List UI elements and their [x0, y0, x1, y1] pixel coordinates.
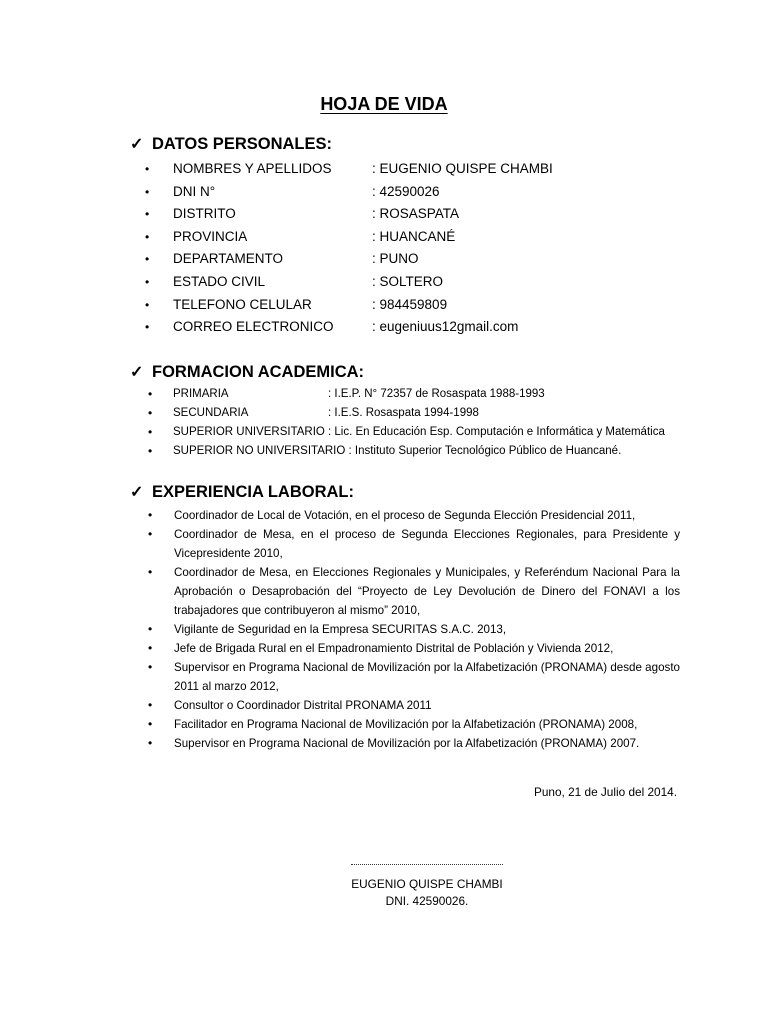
personal-value: : ROSASPATA	[372, 206, 460, 222]
experience-item	[148, 563, 680, 620]
bullet-icon: •	[148, 736, 153, 750]
academic-value: SUPERIOR NO UNIVERSITARIO : Instituto Superior Tecnológico Público de Huancané.	[173, 445, 622, 457]
personal-item	[145, 272, 444, 295]
academic-item	[148, 405, 479, 424]
checkmark-icon: ✓	[130, 484, 144, 501]
bullet-icon: •	[148, 717, 153, 731]
bullet-icon: •	[148, 406, 153, 420]
bullet-icon: •	[148, 508, 153, 522]
checkmark-icon: ✓	[130, 364, 144, 381]
personal-label: PROVINCIA	[173, 228, 248, 244]
experience-text: Vigilante de Seguridad en la Empresa SECURITAS S.A.C. 2013,	[174, 623, 507, 636]
signature-dni: DNI. 42590026.	[385, 894, 469, 908]
experience-text: Facilitador en Programa Nacional de Movilización por la Alfabetización (PRONAMA) 2008,	[174, 718, 638, 731]
personal-item	[145, 182, 440, 205]
checkmark-icon: ✓	[130, 136, 144, 153]
personal-value: : 984459809	[372, 296, 448, 312]
section-experience-title: EXPERIENCIA LABORAL:	[152, 483, 354, 501]
academic-value: : I.E.S. Rosaspata 1994-1998	[328, 407, 479, 419]
academic-item	[148, 386, 545, 405]
academic-value: : Lic. En Educación Esp. Computación e Informática y Matemática	[328, 426, 665, 438]
bullet-icon: •	[148, 622, 153, 636]
bullet-icon: •	[145, 207, 150, 222]
experience-text: Coordinador de Mesa, en el proceso de Segunda Elecciones Regionales, para Presidente y Vicepresidente 2010,	[174, 528, 680, 560]
personal-label: NOMBRES Y APELLIDOS	[173, 161, 332, 176]
experience-text: Coordinador de Local de Votación, en el proceso de Segunda Elección Presidencial 2011,	[174, 509, 636, 522]
personal-data-list	[145, 159, 553, 340]
personal-value: : eugeniuus12gmail.com	[372, 319, 519, 335]
personal-value: : 42590026	[372, 183, 440, 199]
personal-value: : EUGENIO QUISPE CHAMBI	[372, 161, 553, 176]
experience-item	[148, 715, 680, 734]
experience-text: Jefe de Brigada Rural en el Empadronamiento Distrital de Población y Vivienda 2012,	[174, 642, 614, 655]
bullet-icon: •	[148, 660, 153, 674]
signature-line	[351, 864, 503, 865]
experience-text: Consultor o Coordinador Distrital PRONAMA 2011	[174, 699, 432, 712]
bullet-icon: •	[145, 229, 150, 244]
bullet-icon: •	[148, 387, 153, 401]
personal-item	[145, 249, 419, 272]
section-experience-heading	[130, 482, 354, 503]
section-academic-heading	[130, 362, 364, 383]
personal-item	[145, 204, 460, 227]
personal-label: DISTRITO	[173, 206, 236, 222]
academic-value: : I.E.P. N° 72357 de Rosaspata 1988-1993	[328, 388, 545, 400]
experience-text: Supervisor en Programa Nacional de Movilización por la Alfabetización (PRONAMA) 2007.	[174, 737, 640, 750]
experience-item	[148, 734, 680, 753]
bullet-icon: •	[145, 274, 150, 289]
bullet-icon: •	[145, 162, 150, 176]
personal-item	[145, 295, 448, 318]
academic-label: SECUNDARIA	[173, 407, 249, 419]
bullet-icon: •	[145, 297, 150, 312]
personal-item	[145, 159, 553, 182]
bullet-icon: •	[145, 184, 150, 199]
document-title	[0, 92, 768, 116]
bullet-icon: •	[148, 425, 153, 439]
bullet-icon: •	[145, 252, 150, 267]
personal-value: : SOLTERO	[372, 273, 444, 289]
experience-item	[148, 525, 680, 563]
experience-list	[148, 506, 680, 753]
academic-label: SUPERIOR UNIVERSITARIO	[173, 426, 325, 438]
academic-list	[148, 386, 665, 462]
personal-value: : PUNO	[372, 251, 419, 267]
signature-name: EUGENIO QUISPE CHAMBI	[351, 877, 503, 891]
personal-label: TELEFONO CELULAR	[173, 296, 312, 312]
bullet-icon: •	[148, 444, 153, 458]
academic-label: PRIMARIA	[173, 388, 229, 400]
title-text: HOJA DE VIDA	[320, 94, 448, 114]
personal-item	[145, 227, 456, 250]
bullet-icon: •	[148, 698, 153, 712]
personal-label: DNI N°	[173, 183, 216, 199]
experience-item	[148, 658, 680, 696]
experience-item	[148, 620, 680, 639]
personal-label: CORREO ELECTRONICO	[173, 319, 334, 335]
bullet-icon: •	[148, 641, 153, 655]
experience-item	[148, 639, 680, 658]
academic-item	[148, 443, 622, 462]
place-date: Puno, 21 de Julio del 2014.	[534, 785, 677, 799]
section-academic-title: FORMACION ACADEMICA:	[152, 363, 365, 381]
experience-text: Coordinador de Mesa, en Elecciones Regionales y Municipales, y Referéndum Nacional Para la Aprobación o Desaprobación del “Proyecto de Ley Devolución de Dinero del FONAVI a los trabajadores que contribuyeron al mismo” 2010,	[174, 566, 680, 617]
section-personal-title: DATOS PERSONALES:	[152, 135, 332, 153]
personal-label: DEPARTAMENTO	[173, 251, 284, 267]
experience-text: Supervisor en Programa Nacional de Movilización por la Alfabetización (PRONAMA) desde agosto 2011 al marzo 2012,	[174, 661, 680, 693]
bullet-icon: •	[148, 527, 153, 541]
bullet-icon: •	[148, 565, 153, 579]
academic-item	[148, 424, 665, 443]
section-personal-heading	[130, 134, 332, 155]
personal-value: : HUANCANÉ	[372, 228, 456, 244]
personal-item	[145, 317, 519, 340]
experience-item	[148, 696, 680, 715]
experience-item	[148, 506, 680, 525]
bullet-icon: •	[145, 320, 150, 335]
personal-label: ESTADO CIVIL	[173, 273, 266, 289]
